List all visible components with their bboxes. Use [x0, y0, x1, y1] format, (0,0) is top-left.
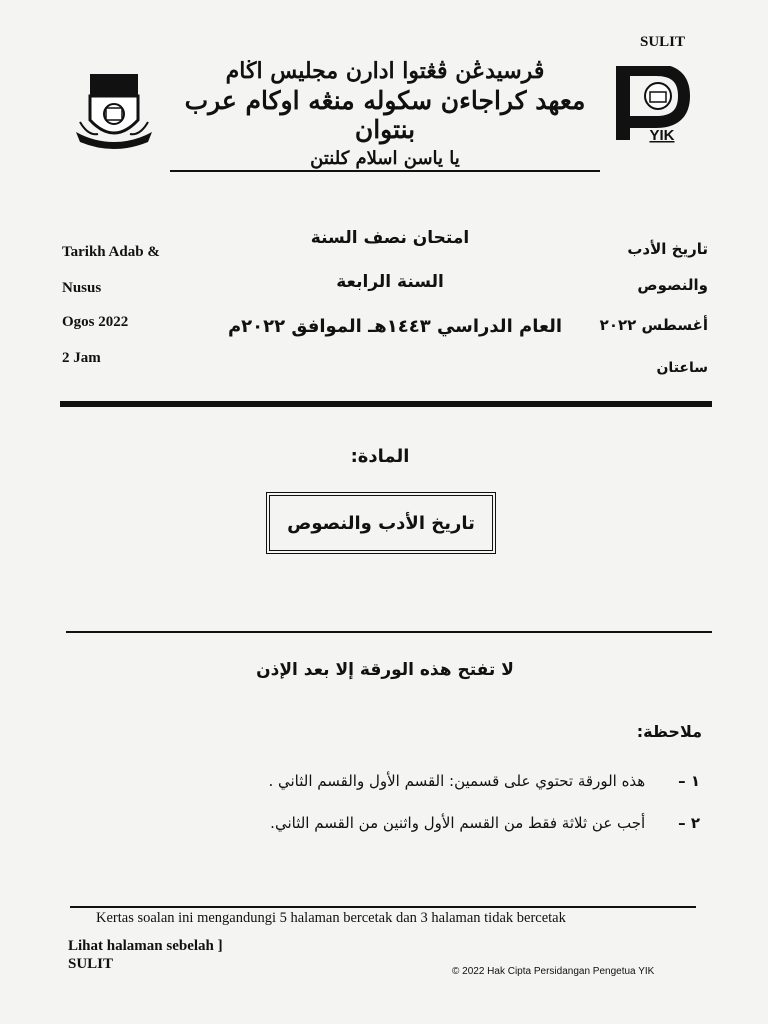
notes-label: ملاحظة: [636, 722, 702, 741]
instruction-item [270, 814, 700, 832]
duration-latin: 2 Jam [62, 350, 101, 366]
subject-arabic-line-2: والنصوص [637, 276, 708, 294]
institution-line-3: يا ياسن اسلام كلنتن [310, 148, 460, 169]
header-divider [170, 170, 600, 172]
duration-arabic: ساعتان [656, 360, 708, 376]
warning-notice: لا تفتح هذه الورقة إلا بعد الإذن [256, 660, 514, 680]
classification-top: SULIT [640, 34, 686, 50]
instruction-text: هذه الورقة تحتوي على قسمين: القسم الأول والقسم الثاني . [268, 772, 646, 790]
instruction-number: ١ – [678, 772, 700, 790]
subject-name-box [266, 492, 496, 554]
middle-divider [66, 631, 712, 633]
next-page-note: Lihat halaman sebelah ] [68, 938, 223, 954]
institution-line-1: ڤرسيدڠن ڤڠتوا ادارن مجليس اڬام [225, 58, 545, 84]
exam-title: امتحان نصف السنة [310, 228, 470, 248]
exam-date-latin: Ogos 2022 [62, 314, 129, 330]
thick-divider [60, 401, 712, 407]
footer-divider [70, 906, 696, 908]
subject-latin-line-1: Tarikh Adab & [62, 244, 160, 260]
subject-latin-line-2: Nusus [62, 280, 102, 296]
subject-arabic-line-1: تاريخ الأدب [627, 240, 708, 258]
subject-label: المادة: [350, 446, 410, 467]
exam-date-arabic: أغسطس ٢٠٢٢ [599, 316, 708, 334]
page-count-note: Kertas soalan ini mengandungi 5 halaman bercetak dan 3 halaman tidak bercetak [96, 910, 566, 926]
instruction-number: ٢ – [678, 814, 700, 832]
institution-line-2: معهد كراجاءن سكوله منڠه اوكام عرب بنتوان [184, 86, 586, 144]
classification-bottom: SULIT [68, 956, 114, 972]
academic-year: العام الدراسي ١٤٤٣هـ الموافق ٢٠٢٢م [227, 316, 563, 337]
institution-header [160, 58, 610, 169]
subject-name: تاريخ الأدب والنصوص [287, 512, 475, 534]
yik-logo-text: YIK [649, 127, 675, 144]
instruction-item [268, 772, 700, 790]
copyright-notice: © 2022 Hak Cipta Persidangan Pengetua YIK [452, 966, 655, 977]
crest-logo [74, 70, 154, 154]
yik-logo [612, 66, 692, 146]
instruction-text: أجب عن ثلاثة فقط من القسم الأول واثنين من القسم الثاني. [270, 814, 646, 832]
study-year: السنة الرابعة [336, 272, 444, 292]
